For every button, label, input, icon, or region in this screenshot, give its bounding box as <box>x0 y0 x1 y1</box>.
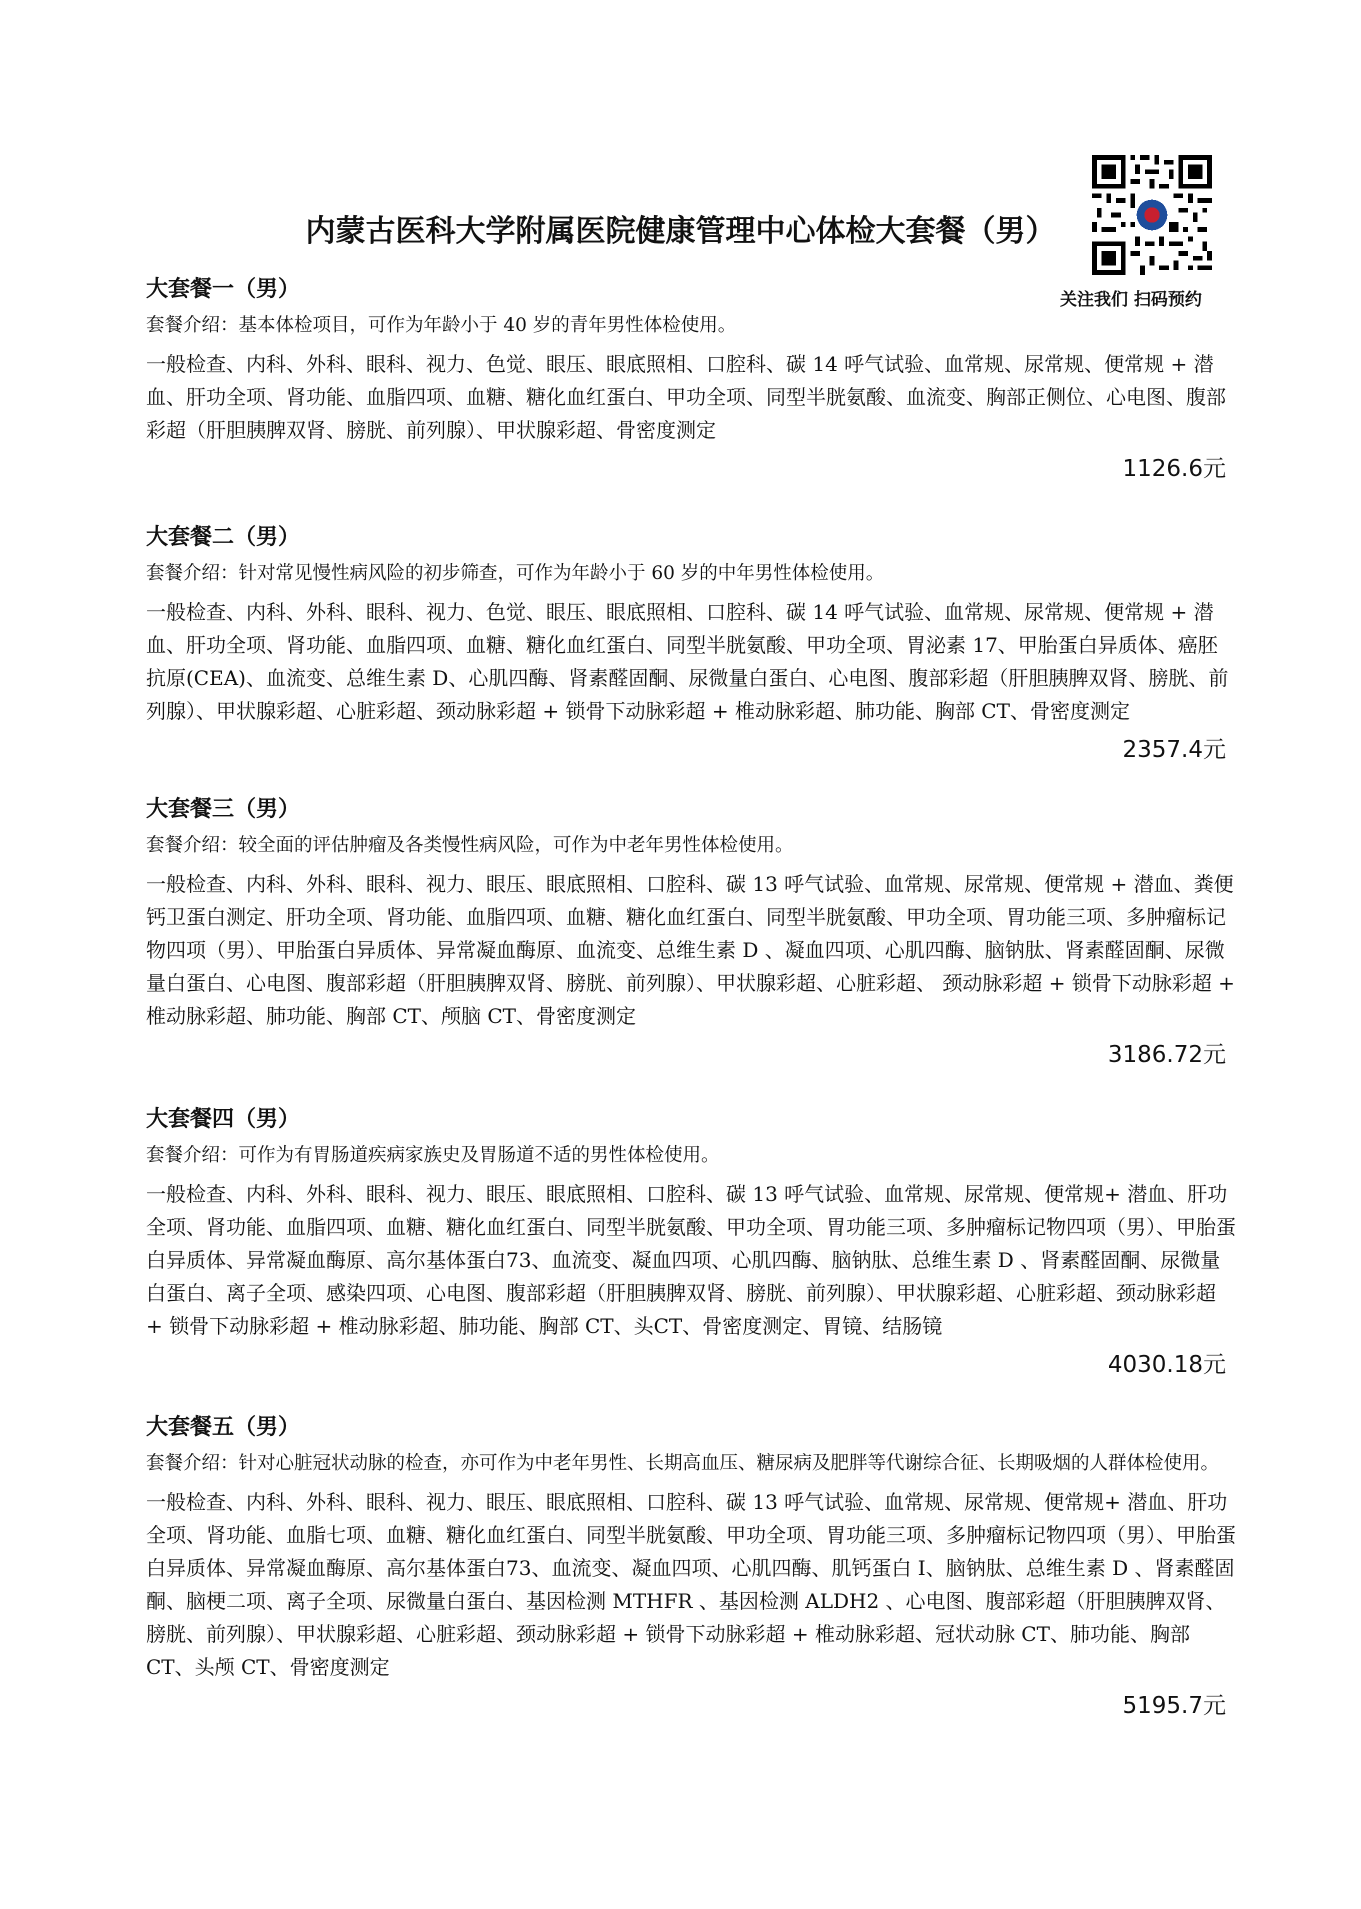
package-title: 大套餐二（男） <box>146 525 301 550</box>
package-price: 4030.18元 <box>1107 1352 1226 1378</box>
package-price: 2357.4元 <box>1122 737 1226 763</box>
package-title: 大套餐一（男） <box>146 277 301 302</box>
package-intro: 套餐介绍：针对心脏冠状动脉的检查，亦可作为中老年男性、长期高血压、糖尿病及肥胖等代谢综合征、长期吸烟的人群体检使用。 <box>146 1453 1220 1474</box>
package-intro: 套餐介绍：较全面的评估肿瘤及各类慢性病风险，可作为中老年男性体检使用。 <box>146 835 794 856</box>
package-3 <box>146 790 1236 1075</box>
package-items: 一般检查、内科、外科、眼科、视力、色觉、眼压、眼底照相、口腔科、碳 14 呼气试验、血常规、尿常规、便常规 + 潜血、肝功全项、肾功能、血脂四项、血糖、糖化血红蛋白、同型半胱氨酸、甲功全项、胃泌素 17、甲胎蛋白异质体、癌胚抗原(CEA)、血流变、总维生素 D、心肌四酶、肾素醛固酮、尿微量白蛋白、心电图、腹部彩超（肝胆胰脾双肾、膀胱、前列腺）、甲状腺彩超、心脏彩超、颈动脉彩超 + 锁骨下动脉彩超 + 椎动脉彩超、肺功能、胸部 CT、骨密度测定 <box>146 600 1229 723</box>
package-5 <box>146 1408 1236 1726</box>
package-intro: 套餐介绍：基本体检项目，可作为年龄小于 40 岁的青年男性体检使用。 <box>146 315 737 336</box>
package-intro: 套餐介绍：针对常见慢性病风险的初步筛查，可作为年龄小于 60 岁的中年男性体检使用。 <box>146 563 885 584</box>
package-price: 5195.7元 <box>1122 1693 1226 1719</box>
package-2 <box>146 518 1236 770</box>
qr-code[interactable] <box>1092 155 1212 275</box>
package-intro: 套餐介绍：可作为有胃肠道疾病家族史及胃肠道不适的男性体检使用。 <box>146 1145 720 1166</box>
package-price: 3186.72元 <box>1107 1042 1226 1068</box>
package-items: 一般检查、内科、外科、眼科、视力、色觉、眼压、眼底照相、口腔科、碳 14 呼气试验、血常规、尿常规、便常规 + 潜血、肝功全项、肾功能、血脂四项、血糖、糖化血红蛋白、甲功全项、同型半胱氨酸、血流变、胸部正侧位、心电图、腹部彩超（肝胆胰脾双肾、膀胱、前列腺）、甲状腺彩超、骨密度测定 <box>146 352 1226 442</box>
package-4 <box>146 1100 1236 1385</box>
package-price: 1126.6元 <box>1122 456 1226 482</box>
package-title: 大套餐四（男） <box>146 1107 301 1132</box>
package-title: 大套餐三（男） <box>146 797 301 822</box>
package-items: 一般检查、内科、外科、眼科、视力、眼压、眼底照相、口腔科、碳 13 呼气试验、血常规、尿常规、便常规 + 潜血、粪便钙卫蛋白测定、肝功全项、肾功能、血脂四项、血糖、糖化血红蛋白、同型半胱氨酸、甲功全项、胃功能三项、多肿瘤标记物四项（男）、甲胎蛋白异质体、异常凝血酶原、血流变、总维生素 D 、凝血四项、心肌四酶、脑钠肽、肾素醛固酮、尿微量白蛋白、心电图、腹部彩超（肝胆胰脾双肾、膀胱、前列腺）、甲状腺彩超、心脏彩超、 颈动脉彩超 + 锁骨下动脉彩超 + 椎动脉彩超、肺功能、胸部 CT、颅脑 CT、骨密度测定 <box>146 872 1235 1028</box>
package-1 <box>146 270 1236 489</box>
package-items: 一般检查、内科、外科、眼科、视力、眼压、眼底照相、口腔科、碳 13 呼气试验、血常规、尿常规、便常规+ 潜血、肝功全项、肾功能、血脂七项、血糖、糖化血红蛋白、同型半胱氨酸、甲功全项、胃功能三项、多肿瘤标记物四项（男）、甲胎蛋白异质体、异常凝血酶原、高尔基体蛋白73、血流变、凝血四项、心肌四酶、肌钙蛋白 I、脑钠肽、总维生素 D 、肾素醛固酮、脑梗二项、离子全项、尿微量白蛋白、基因检测 MTHFR 、基因检测 ALDH2 、心电图、腹部彩超（肝胆胰脾双肾、膀胱、前列腺）、甲状腺彩超、心脏彩超、颈动脉彩超 + 锁骨下动脉彩超 + 椎动脉彩超、冠状动脉 CT、肺功能、胸部 CT、头颅 CT、骨密度测定 <box>146 1490 1236 1679</box>
page-title: 内蒙古医科大学附属医院健康管理中心体检大套餐（男） <box>305 214 1056 249</box>
qr-caption: 关注我们 扫码预约 <box>1060 290 1202 310</box>
package-title: 大套餐五（男） <box>146 1415 301 1440</box>
package-items: 一般检查、内科、外科、眼科、视力、眼压、眼底照相、口腔科、碳 13 呼气试验、血常规、尿常规、便常规+ 潜血、肝功全项、肾功能、血脂四项、血糖、糖化血红蛋白、同型半胱氨酸、甲功全项、胃功能三项、多肿瘤标记物四项（男）、甲胎蛋白异质体、异常凝血酶原、高尔基体蛋白73、血流变、凝血四项、心肌四酶、脑钠肽、总维生素 D 、肾素醛固酮、尿微量白蛋白、离子全项、感染四项、心电图、腹部彩超（肝胆胰脾双肾、膀胱、前列腺）、甲状腺彩超、心脏彩超、颈动脉彩超 + 锁骨下动脉彩超 + 椎动脉彩超、肺功能、胸部 CT、头CT、骨密度测定、胃镜、结肠镜 <box>146 1182 1236 1338</box>
